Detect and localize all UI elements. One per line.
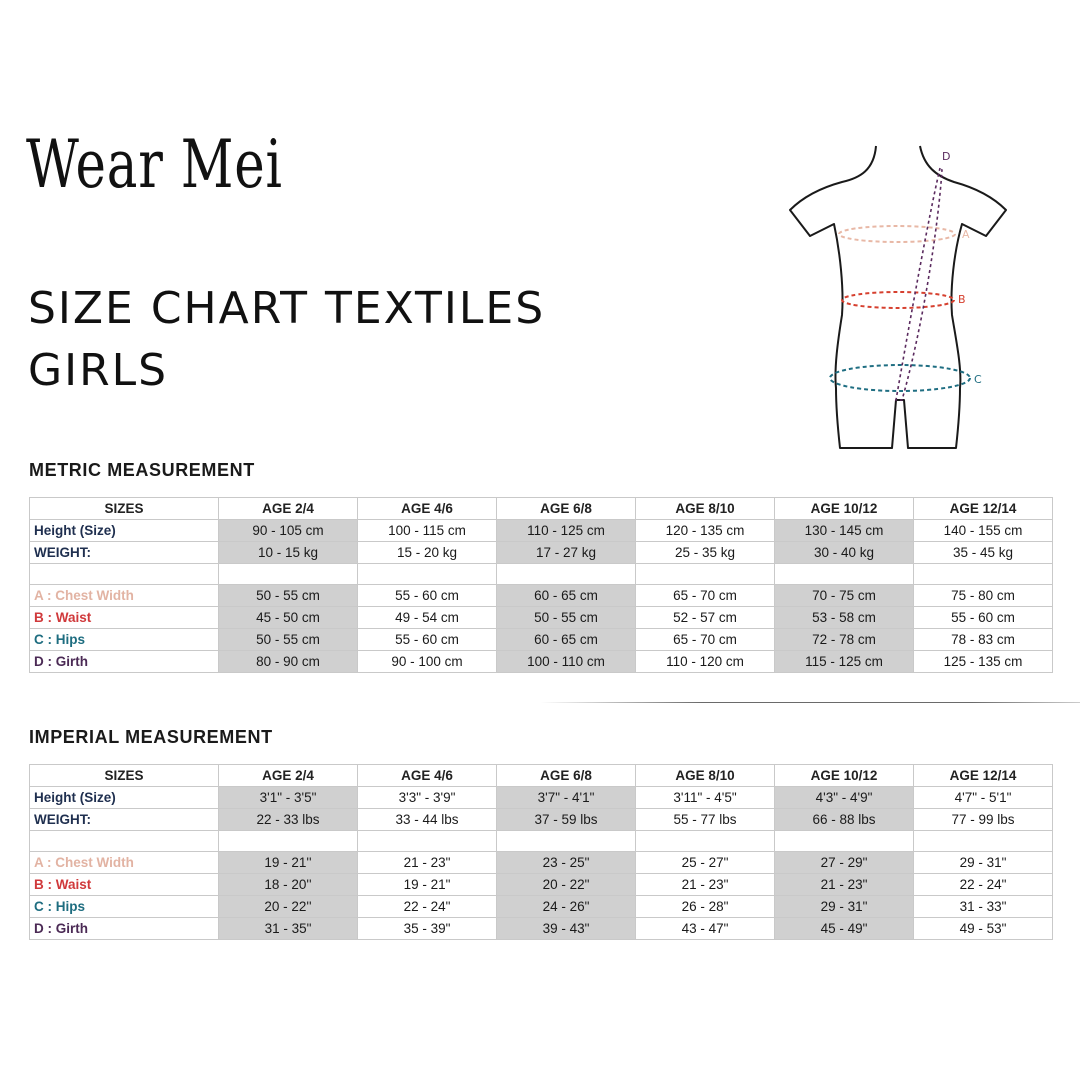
body-measurement-diagram (780, 140, 1020, 456)
table-row-chest (30, 585, 1053, 607)
table-cell: 35 - 39" (358, 918, 497, 940)
table-cell: 3'11" - 4'5" (636, 787, 775, 809)
table-cell: 65 - 70 cm (636, 629, 775, 651)
spacer-cell (219, 564, 358, 585)
column-header: AGE 6/8 (497, 765, 636, 787)
table-cell: 10 - 15 kg (219, 542, 358, 564)
row-label: WEIGHT: (30, 542, 219, 564)
table-row-girth (30, 918, 1053, 940)
table-cell: 60 - 65 cm (497, 585, 636, 607)
column-header: SIZES (30, 765, 219, 787)
spacer-cell (497, 831, 636, 852)
table-spacer-row (30, 564, 1053, 585)
table-header-row (30, 498, 1053, 520)
table-cell: 120 - 135 cm (636, 520, 775, 542)
imperial-size-table (29, 764, 1053, 940)
column-header: AGE 4/6 (358, 498, 497, 520)
table-cell: 26 - 28" (636, 896, 775, 918)
table-cell: 21 - 23" (358, 852, 497, 874)
table-cell: 55 - 60 cm (358, 629, 497, 651)
table-cell: 29 - 31" (914, 852, 1053, 874)
table-cell: 21 - 23" (636, 874, 775, 896)
table-cell: 110 - 125 cm (497, 520, 636, 542)
table-cell: 25 - 27" (636, 852, 775, 874)
column-header: AGE 8/10 (636, 765, 775, 787)
table-cell: 31 - 35" (219, 918, 358, 940)
table-header-row (30, 765, 1053, 787)
table-cell: 125 - 135 cm (914, 651, 1053, 673)
table-cell: 52 - 57 cm (636, 607, 775, 629)
table-row-hips (30, 629, 1053, 651)
brand-logo: Wear Mei (26, 126, 283, 203)
diagram-label-d: D (942, 150, 951, 163)
table-row-weight (30, 809, 1053, 831)
column-header: AGE 12/14 (914, 498, 1053, 520)
table-cell: 50 - 55 cm (497, 607, 636, 629)
table-cell: 78 - 83 cm (914, 629, 1053, 651)
column-header: SIZES (30, 498, 219, 520)
table-cell: 20 - 22" (497, 874, 636, 896)
table-cell: 70 - 75 cm (775, 585, 914, 607)
table-cell: 37 - 59 lbs (497, 809, 636, 831)
row-label: WEIGHT: (30, 809, 219, 831)
table-cell: 17 - 27 kg (497, 542, 636, 564)
measure-line-c (830, 365, 970, 391)
table-cell: 72 - 78 cm (775, 629, 914, 651)
table-cell: 22 - 24" (358, 896, 497, 918)
table-cell: 18 - 20'' (219, 874, 358, 896)
column-header: AGE 12/14 (914, 765, 1053, 787)
spacer-cell (30, 831, 219, 852)
table-cell: 77 - 99 lbs (914, 809, 1053, 831)
table-cell: 53 - 58 cm (775, 607, 914, 629)
table-cell: 130 - 145 cm (775, 520, 914, 542)
table-cell: 110 - 120 cm (636, 651, 775, 673)
table-cell: 21 - 23" (775, 874, 914, 896)
row-label: C : Hips (30, 896, 219, 918)
leotard-outline (790, 146, 1006, 448)
table-cell: 65 - 70 cm (636, 585, 775, 607)
table-cell: 31 - 33" (914, 896, 1053, 918)
row-label: D : Girth (30, 651, 219, 673)
table-row-waist (30, 874, 1053, 896)
table-cell: 115 - 125 cm (775, 651, 914, 673)
table-cell: 49 - 53" (914, 918, 1053, 940)
table-cell: 90 - 100 cm (358, 651, 497, 673)
row-label: D : Girth (30, 918, 219, 940)
table-cell: 27 - 29" (775, 852, 914, 874)
column-header: AGE 10/12 (775, 498, 914, 520)
spacer-cell (636, 564, 775, 585)
spacer-cell (358, 564, 497, 585)
table-cell: 30 - 40 kg (775, 542, 914, 564)
measure-line-a (839, 226, 955, 242)
table-cell: 50 - 55 cm (219, 629, 358, 651)
table-cell: 55 - 60 cm (914, 607, 1053, 629)
table-cell: 55 - 77 lbs (636, 809, 775, 831)
table-cell: 4'7" - 5'1" (914, 787, 1053, 809)
table-cell: 29 - 31" (775, 896, 914, 918)
spacer-cell (914, 831, 1053, 852)
table-cell: 23 - 25" (497, 852, 636, 874)
spacer-cell (358, 831, 497, 852)
table-row-height (30, 787, 1053, 809)
table-row-chest (30, 852, 1053, 874)
title-line-1: SIZE CHART TEXTILES (28, 283, 546, 334)
table-cell: 3'3" - 3'9" (358, 787, 497, 809)
metric-heading: METRIC MEASUREMENT (29, 460, 255, 480)
spacer-cell (775, 564, 914, 585)
diagram-label-a: A (962, 228, 970, 241)
column-header: AGE 2/4 (219, 498, 358, 520)
spacer-cell (775, 831, 914, 852)
table-cell: 45 - 50 cm (219, 607, 358, 629)
table-cell: 4'3" - 4'9" (775, 787, 914, 809)
imperial-heading: IMPERIAL MEASUREMENT (29, 727, 273, 747)
page-title (28, 278, 545, 402)
spacer-cell (497, 564, 636, 585)
spacer-cell (914, 564, 1053, 585)
table-cell: 43 - 47" (636, 918, 775, 940)
table-row-height (30, 520, 1053, 542)
column-header: AGE 10/12 (775, 765, 914, 787)
diagram-label-c: C (974, 373, 982, 386)
row-label: C : Hips (30, 629, 219, 651)
measure-line-b (842, 292, 954, 308)
table-cell: 39 - 43" (497, 918, 636, 940)
table-cell: 24 - 26" (497, 896, 636, 918)
table-cell: 140 - 155 cm (914, 520, 1053, 542)
table-cell: 19 - 21" (358, 874, 497, 896)
row-label: A : Chest Width (30, 585, 219, 607)
title-line-2: GIRLS (28, 345, 169, 396)
table-cell: 35 - 45 kg (914, 542, 1053, 564)
table-row-hips (30, 896, 1053, 918)
table-cell: 100 - 110 cm (497, 651, 636, 673)
table-cell: 66 - 88 lbs (775, 809, 914, 831)
spacer-cell (219, 831, 358, 852)
table-cell: 55 - 60 cm (358, 585, 497, 607)
table-cell: 45 - 49" (775, 918, 914, 940)
column-header: AGE 4/6 (358, 765, 497, 787)
section-divider (540, 702, 1080, 703)
table-row-girth (30, 651, 1053, 673)
table-cell: 90 - 105 cm (219, 520, 358, 542)
table-cell: 20 - 22'' (219, 896, 358, 918)
row-label: B : Waist (30, 607, 219, 629)
table-cell: 80 - 90 cm (219, 651, 358, 673)
column-header: AGE 8/10 (636, 498, 775, 520)
table-cell: 33 - 44 lbs (358, 809, 497, 831)
table-cell: 22 - 24" (914, 874, 1053, 896)
row-label: A : Chest Width (30, 852, 219, 874)
table-cell: 75 - 80 cm (914, 585, 1053, 607)
table-cell: 22 - 33 lbs (219, 809, 358, 831)
metric-size-table (29, 497, 1053, 673)
table-row-waist (30, 607, 1053, 629)
table-cell: 15 - 20 kg (358, 542, 497, 564)
table-cell: 3'7" - 4'1" (497, 787, 636, 809)
spacer-cell (30, 564, 219, 585)
column-header: AGE 6/8 (497, 498, 636, 520)
table-cell: 3'1" - 3'5" (219, 787, 358, 809)
table-cell: 50 - 55 cm (219, 585, 358, 607)
row-label: Height (Size) (30, 520, 219, 542)
table-cell: 19 - 21'' (219, 852, 358, 874)
table-cell: 60 - 65 cm (497, 629, 636, 651)
column-header: AGE 2/4 (219, 765, 358, 787)
table-cell: 100 - 115 cm (358, 520, 497, 542)
table-spacer-row (30, 831, 1053, 852)
table-cell: 49 - 54 cm (358, 607, 497, 629)
table-row-weight (30, 542, 1053, 564)
spacer-cell (636, 831, 775, 852)
row-label: Height (Size) (30, 787, 219, 809)
row-label: B : Waist (30, 874, 219, 896)
table-cell: 25 - 35 kg (636, 542, 775, 564)
diagram-label-b: B (958, 293, 966, 306)
